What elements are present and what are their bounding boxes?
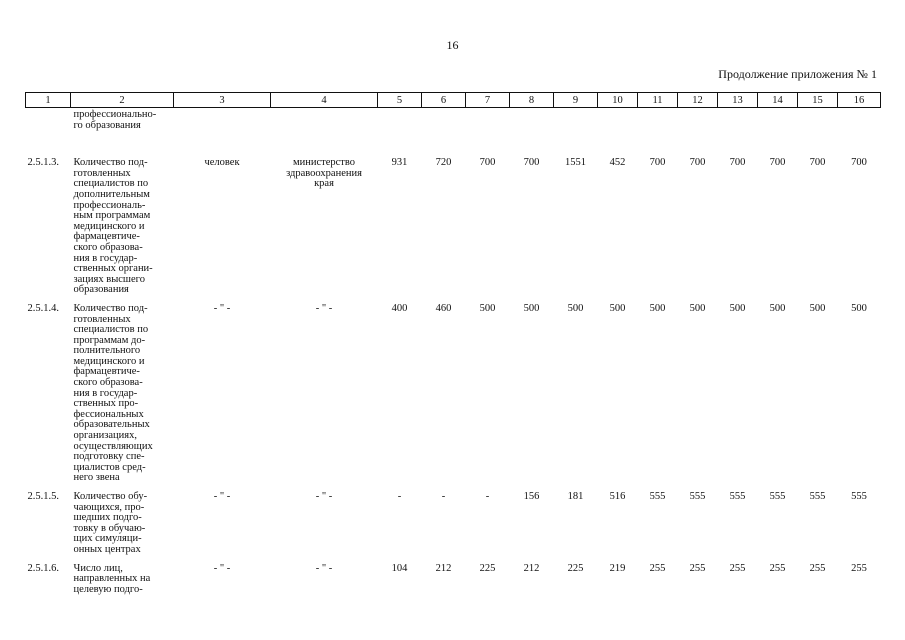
indicator-name-line: ственных органи-: [73, 263, 153, 275]
value-cell: 516: [609, 491, 626, 502]
executor-cell: [271, 131, 378, 296]
executor-cell: [271, 296, 378, 484]
column-number: 14: [758, 93, 798, 108]
value-cell: 700: [523, 157, 540, 169]
indicator-name-line: онных центрах: [73, 543, 141, 555]
value-cell: 555: [689, 491, 706, 502]
indicator-name-cell: [71, 131, 174, 296]
indicator-name-cell: [71, 296, 174, 484]
indicator-name-line: Количество под-: [73, 157, 148, 169]
indicator-name-line: медицинского и: [73, 220, 145, 232]
column-number: 12: [678, 93, 718, 108]
column-number: 3: [174, 93, 271, 108]
indicator-name-line: программам до-: [73, 334, 146, 346]
indicator-name-line: ственных про-: [73, 398, 139, 410]
unit-of-measure: - " -: [213, 491, 231, 502]
column-number: 6: [422, 93, 466, 108]
value-cell: 400: [391, 302, 408, 314]
executor-line: - " -: [315, 302, 333, 314]
column-number: 9: [554, 93, 598, 108]
indicator-name-line: го образования: [73, 119, 141, 131]
column-number: 11: [638, 93, 678, 108]
value-cell: 452: [609, 157, 626, 169]
value-cell: 500: [809, 302, 826, 314]
executor-line: - " -: [315, 491, 333, 502]
value-cell: 156: [523, 491, 540, 502]
value-cell: 255: [649, 562, 666, 574]
indicator-name-line: ния в государ-: [73, 252, 138, 264]
value-cell: 500: [649, 302, 666, 314]
indicator-name-line: шедших подго-: [73, 512, 142, 524]
indicator-name-cell: [71, 108, 174, 132]
value-cell: 555: [729, 491, 746, 502]
column-number: 13: [718, 93, 758, 108]
indicator-name-line: образования: [73, 284, 129, 296]
indicator-name-line: ным программам: [73, 210, 151, 222]
unit-of-measure: - " -: [213, 562, 231, 574]
value-cell: 255: [851, 562, 867, 574]
indicator-name-line: Число лиц,: [73, 562, 123, 574]
value-cell: 255: [729, 562, 746, 574]
column-number: 8: [510, 93, 554, 108]
indicator-name-line: него звена: [73, 472, 120, 484]
empty-cell: [174, 108, 881, 132]
value-cell: 212: [435, 562, 452, 574]
column-number: 16: [838, 93, 881, 108]
value-cell: 255: [689, 562, 706, 574]
table-row: [26, 296, 881, 484]
indicator-name-line: зациях высшего: [73, 273, 145, 285]
indicator-name-line: фессиональных: [73, 408, 144, 420]
unit-of-measure: человек: [204, 157, 240, 169]
value-cell: 212: [523, 562, 540, 574]
indicator-name-line: готовленных: [73, 313, 131, 325]
executor-line: края: [314, 178, 334, 190]
indicator-name-line: фармацевтиче-: [73, 366, 140, 378]
indicator-name-line: фармацевтиче-: [73, 231, 140, 243]
value-cell: 555: [851, 491, 867, 502]
value-cell: 720: [435, 157, 452, 169]
indicator-name-cell: [71, 556, 174, 596]
indicator-name-line: полнительного: [73, 345, 141, 357]
value-cell: 500: [523, 302, 540, 314]
value-cell: 700: [689, 157, 706, 169]
value-cell: 500: [851, 302, 867, 314]
indicator-name-line: Количество обу-: [73, 491, 148, 502]
indicator-name-line: ского образова-: [73, 377, 143, 389]
indicator-name-line: готовленных: [73, 167, 131, 179]
value-cell: -: [397, 491, 402, 502]
indicator-name-line: направленных на: [73, 573, 151, 585]
value-cell: 1551: [565, 157, 586, 169]
indicator-name-line: щих симуляци-: [73, 533, 142, 545]
indicator-name-line: специалистов по: [73, 178, 149, 190]
indicator-name-line: специалистов по: [73, 324, 149, 336]
value-cell: 255: [809, 562, 826, 574]
indicator-name-cell: [71, 484, 174, 556]
code-cell: [26, 108, 71, 132]
value-cell: 555: [769, 491, 786, 502]
table-body: [26, 108, 881, 596]
table-row-continuation: [26, 108, 881, 132]
executor-line: - " -: [315, 562, 333, 574]
executor-line: министерство: [292, 157, 356, 169]
value-cell: 460: [435, 302, 452, 314]
column-number: 4: [271, 93, 378, 108]
continuation-title: Продолжение приложения № 1: [718, 67, 877, 81]
value-cell: 500: [567, 302, 584, 314]
indicator-name-line: товку в обучаю-: [73, 522, 146, 534]
column-number: 5: [378, 93, 422, 108]
value-cell: 500: [729, 302, 746, 314]
table-row: [26, 131, 881, 296]
value-cell: 500: [689, 302, 706, 314]
value-cell: 700: [851, 157, 867, 169]
indicator-name-line: организациях,: [73, 430, 137, 442]
indicator-code: 2.5.1.3.: [27, 157, 59, 169]
executor-cell: [271, 484, 378, 556]
executor-cell: [271, 556, 378, 596]
value-cell: 181: [567, 491, 584, 502]
indicator-name-line: ского образова-: [73, 241, 143, 253]
value-cell: 931: [391, 157, 408, 169]
executor-line: здравоохранения: [286, 167, 362, 179]
value-cell: 225: [479, 562, 496, 574]
table-row: [26, 484, 881, 556]
indicator-name-line: Количество под-: [73, 302, 148, 314]
column-number: 15: [798, 93, 838, 108]
value-cell: 255: [769, 562, 786, 574]
value-cell: 225: [567, 562, 584, 574]
page-number: 16: [446, 38, 459, 52]
column-number-row: [26, 93, 881, 108]
indicator-name-line: дополнительным: [73, 188, 150, 200]
indicator-name-line: профессионально-: [73, 109, 157, 120]
indicator-name-line: ния в государ-: [73, 387, 138, 399]
column-number: 7: [466, 93, 510, 108]
unit-of-measure: - " -: [213, 302, 231, 314]
value-cell: 219: [609, 562, 626, 574]
indicator-name-line: циалистов сред-: [73, 461, 146, 473]
value-cell: 700: [809, 157, 826, 169]
indicator-code: 2.5.1.5.: [27, 491, 59, 502]
indicator-code: 2.5.1.6.: [27, 562, 59, 574]
value-cell: 500: [479, 302, 496, 314]
column-number: 10: [598, 93, 638, 108]
value-cell: 500: [609, 302, 626, 314]
indicator-code: 2.5.1.4.: [27, 302, 59, 314]
table-row: [26, 556, 881, 596]
column-number: 2: [71, 93, 174, 108]
indicator-name-line: профессиональ-: [73, 199, 146, 211]
value-cell: 700: [769, 157, 786, 169]
indicator-name-line: подготовку спе-: [73, 451, 145, 463]
indicator-name-line: осуществляющих: [73, 440, 153, 452]
indicator-name-line: образовательных: [73, 419, 150, 431]
value-cell: 555: [809, 491, 826, 502]
value-cell: -: [441, 491, 446, 502]
value-cell: 500: [769, 302, 786, 314]
value-cell: 700: [729, 157, 746, 169]
indicator-name-line: чающихся, про-: [73, 501, 145, 513]
value-cell: 700: [479, 157, 496, 169]
value-cell: 104: [391, 562, 408, 574]
value-cell: 700: [649, 157, 666, 169]
value-cell: 555: [649, 491, 666, 502]
appendix-table-wrapper: [25, 92, 880, 595]
indicator-name-line: медицинского и: [73, 355, 145, 367]
indicator-name-line: целевую подго-: [73, 583, 143, 595]
value-cell: -: [485, 491, 490, 502]
appendix-table: [25, 92, 881, 595]
column-number: 1: [26, 93, 71, 108]
